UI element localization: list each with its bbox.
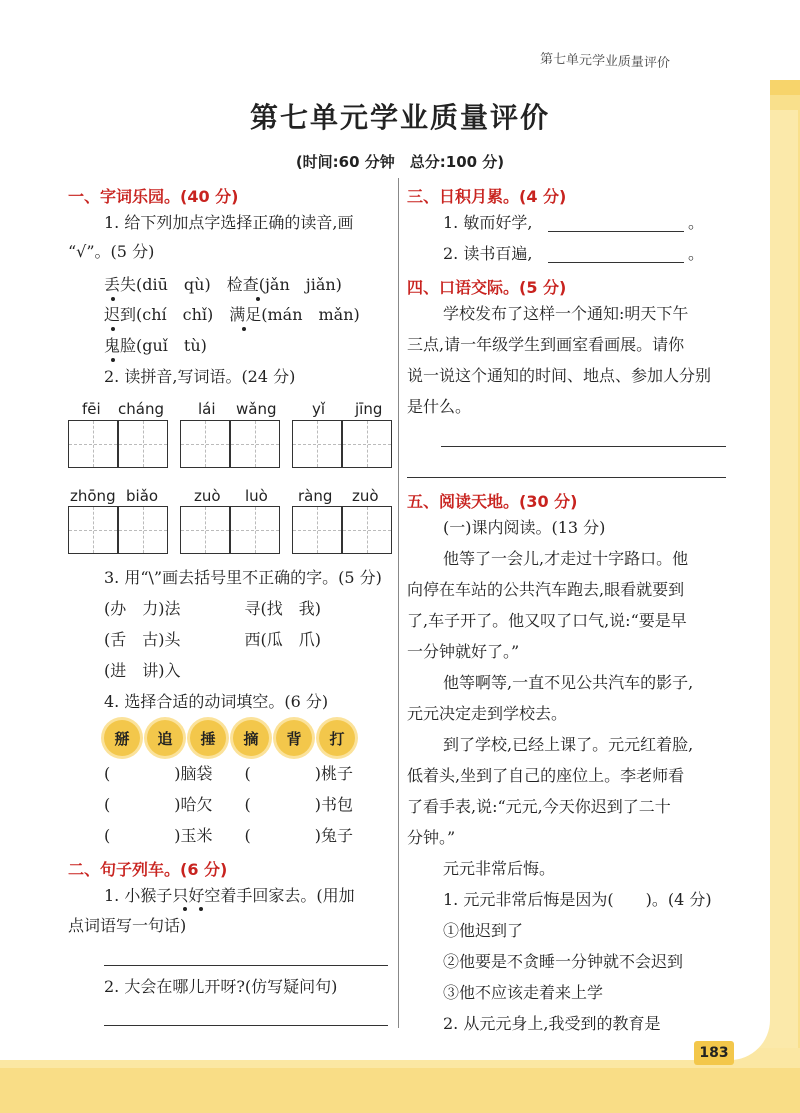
answer-line[interactable]: [548, 262, 684, 263]
section-3-heading: 三、日积月累。(4 分): [407, 187, 567, 206]
s4-paragraph: 三点,请一年级学生到画室看画展。请你: [407, 335, 685, 354]
s4-paragraph: 学校发布了这样一个通知:明天下午: [443, 304, 689, 323]
verb-badge[interactable]: 打: [319, 720, 355, 756]
emphasis-dot: [183, 907, 187, 911]
q4-row: ( )哈欠 ( )书包: [104, 795, 353, 814]
pinyin: lái: [198, 400, 216, 418]
page-edge: [0, 1068, 800, 1113]
section-4-heading: 四、口语交际。(5 分): [407, 278, 567, 297]
q1-text: 1. 给下列加点字选择正确的读音,画: [104, 213, 354, 232]
reading-text: 到了学校,已经上课了。元元红着脸,: [443, 735, 694, 754]
page-title: 第七单元学业质量评价: [249, 101, 550, 134]
s3-line-2: 2. 读书百遍,: [443, 244, 533, 263]
column-divider: [398, 178, 399, 1028]
pinyin: ràng: [298, 487, 333, 505]
q3-text: 3. 用“\”画去括号里不正确的字。(5 分): [104, 568, 382, 587]
writing-box[interactable]: [342, 506, 392, 554]
pinyin: zhōng: [70, 487, 116, 505]
verb-badge[interactable]: 背: [276, 720, 312, 756]
writing-box[interactable]: [118, 420, 168, 468]
verb-badge[interactable]: 追: [147, 720, 183, 756]
section-2-heading: 二、句子列车。(6 分): [68, 860, 228, 879]
emphasis-dot: [199, 907, 203, 911]
pinyin: biǎo: [126, 487, 159, 505]
emphasis-dot: [111, 297, 115, 301]
writing-box[interactable]: [342, 420, 392, 468]
answer-line[interactable]: [104, 965, 388, 966]
q3-row: (进 讲)入: [104, 661, 181, 680]
q4-text: 4. 选择合适的动词填空。(6 分): [104, 692, 329, 711]
verb-badge[interactable]: 掰: [104, 720, 140, 756]
reading-q2: 2. 从元元身上,我受到的教育是: [443, 1014, 661, 1033]
reading-text: 向停在车站的公共汽车跑去,眼看就要到: [407, 580, 685, 599]
s4-paragraph: 说一说这个通知的时间、地点、参加人分别: [407, 366, 712, 385]
pinyin: fēi: [82, 400, 101, 418]
period: 。: [688, 213, 705, 232]
reading-subheading: (一)课内阅读。(13 分): [443, 518, 606, 537]
answer-line[interactable]: [441, 446, 726, 447]
reading-text: 他等啊等,一直不见公共汽车的影子,: [443, 673, 694, 692]
q2-text: 2. 读拼音,写词语。(24 分): [104, 367, 296, 386]
s2-q1-text: 1. 小猴子只好空着手回家去。(用加: [104, 886, 355, 905]
q1-text: “√”。(5 分): [68, 242, 155, 261]
emphasis-dot: [111, 358, 115, 362]
s2-q1-text: 点词语写一句话): [68, 916, 187, 935]
emphasis-dot: [111, 327, 115, 331]
exam-info: (时间:60 分钟 总分:100 分): [295, 153, 505, 171]
q4-row: ( )玉米 ( )兔子: [104, 826, 353, 845]
reading-text: 一分钟就好了。”: [407, 642, 520, 661]
reading-text: 他等了一会儿,才走过十字路口。他: [443, 549, 689, 568]
page-number: 183: [694, 1041, 734, 1065]
verb-badge[interactable]: 捶: [190, 720, 226, 756]
writing-box[interactable]: [180, 420, 230, 468]
period: 。: [688, 244, 705, 263]
answer-line[interactable]: [104, 1025, 388, 1026]
pinyin: yǐ: [312, 400, 326, 418]
pinyin: jīng: [355, 400, 383, 418]
reading-text: 元元决定走到学校去。: [407, 704, 568, 723]
writing-box[interactable]: [230, 420, 280, 468]
q1-row: 迟到(chí chǐ) 满足(mán mǎn): [104, 305, 360, 324]
s2-q2-text: 2. 大会在哪儿开呀?(仿写疑问句): [104, 977, 338, 996]
reading-text: 低着头,坐到了自己的座位上。李老师看: [407, 766, 685, 785]
q1-row: 鬼脸(guǐ tù): [104, 336, 207, 355]
writing-box[interactable]: [68, 420, 118, 468]
answer-line[interactable]: [407, 477, 726, 478]
running-header: 第七单元学业质量评价: [539, 51, 671, 72]
writing-box[interactable]: [68, 506, 118, 554]
option[interactable]: ②他要是不贪睡一分钟就不会迟到: [443, 952, 684, 971]
writing-box[interactable]: [180, 506, 230, 554]
q1-row: 丢失(diū qù) 检查(jǎn jiǎn): [104, 275, 342, 294]
option[interactable]: ①他迟到了: [443, 921, 524, 940]
reading-q1: 1. 元元非常后悔是因为( )。(4 分): [443, 890, 712, 909]
verb-badge[interactable]: 摘: [233, 720, 269, 756]
pinyin: zuò: [352, 487, 379, 505]
q3-row: (舌 古)头 西(瓜 爪): [104, 630, 321, 649]
writing-box[interactable]: [292, 420, 342, 468]
writing-box[interactable]: [230, 506, 280, 554]
s3-line-1: 1. 敏而好学,: [443, 213, 533, 232]
reading-text: 元元非常后悔。: [443, 859, 556, 878]
emphasis-dot: [242, 327, 246, 331]
section-1-heading: 一、字词乐园。(40 分): [68, 187, 239, 206]
answer-line[interactable]: [548, 231, 684, 232]
emphasis-dot: [256, 297, 260, 301]
pinyin: cháng: [118, 400, 164, 418]
s4-paragraph: 是什么。: [407, 397, 472, 416]
option[interactable]: ③他不应该走着来上学: [443, 983, 604, 1002]
q4-row: ( )脑袋 ( )桃子: [104, 764, 353, 783]
reading-text: 了,车子开了。他又叹了口气,说:“要是早: [407, 611, 687, 630]
section-5-heading: 五、阅读天地。(30 分): [407, 492, 578, 511]
pinyin: luò: [245, 487, 268, 505]
q3-row: (办 力)法 寻(找 我): [104, 599, 321, 618]
writing-box[interactable]: [292, 506, 342, 554]
pinyin: wǎng: [236, 400, 277, 418]
reading-text: 分钟。”: [407, 828, 456, 847]
reading-text: 了看手表,说:“元元,今天你迟到了二十: [407, 797, 671, 816]
pinyin: zuò: [194, 487, 221, 505]
writing-box[interactable]: [118, 506, 168, 554]
